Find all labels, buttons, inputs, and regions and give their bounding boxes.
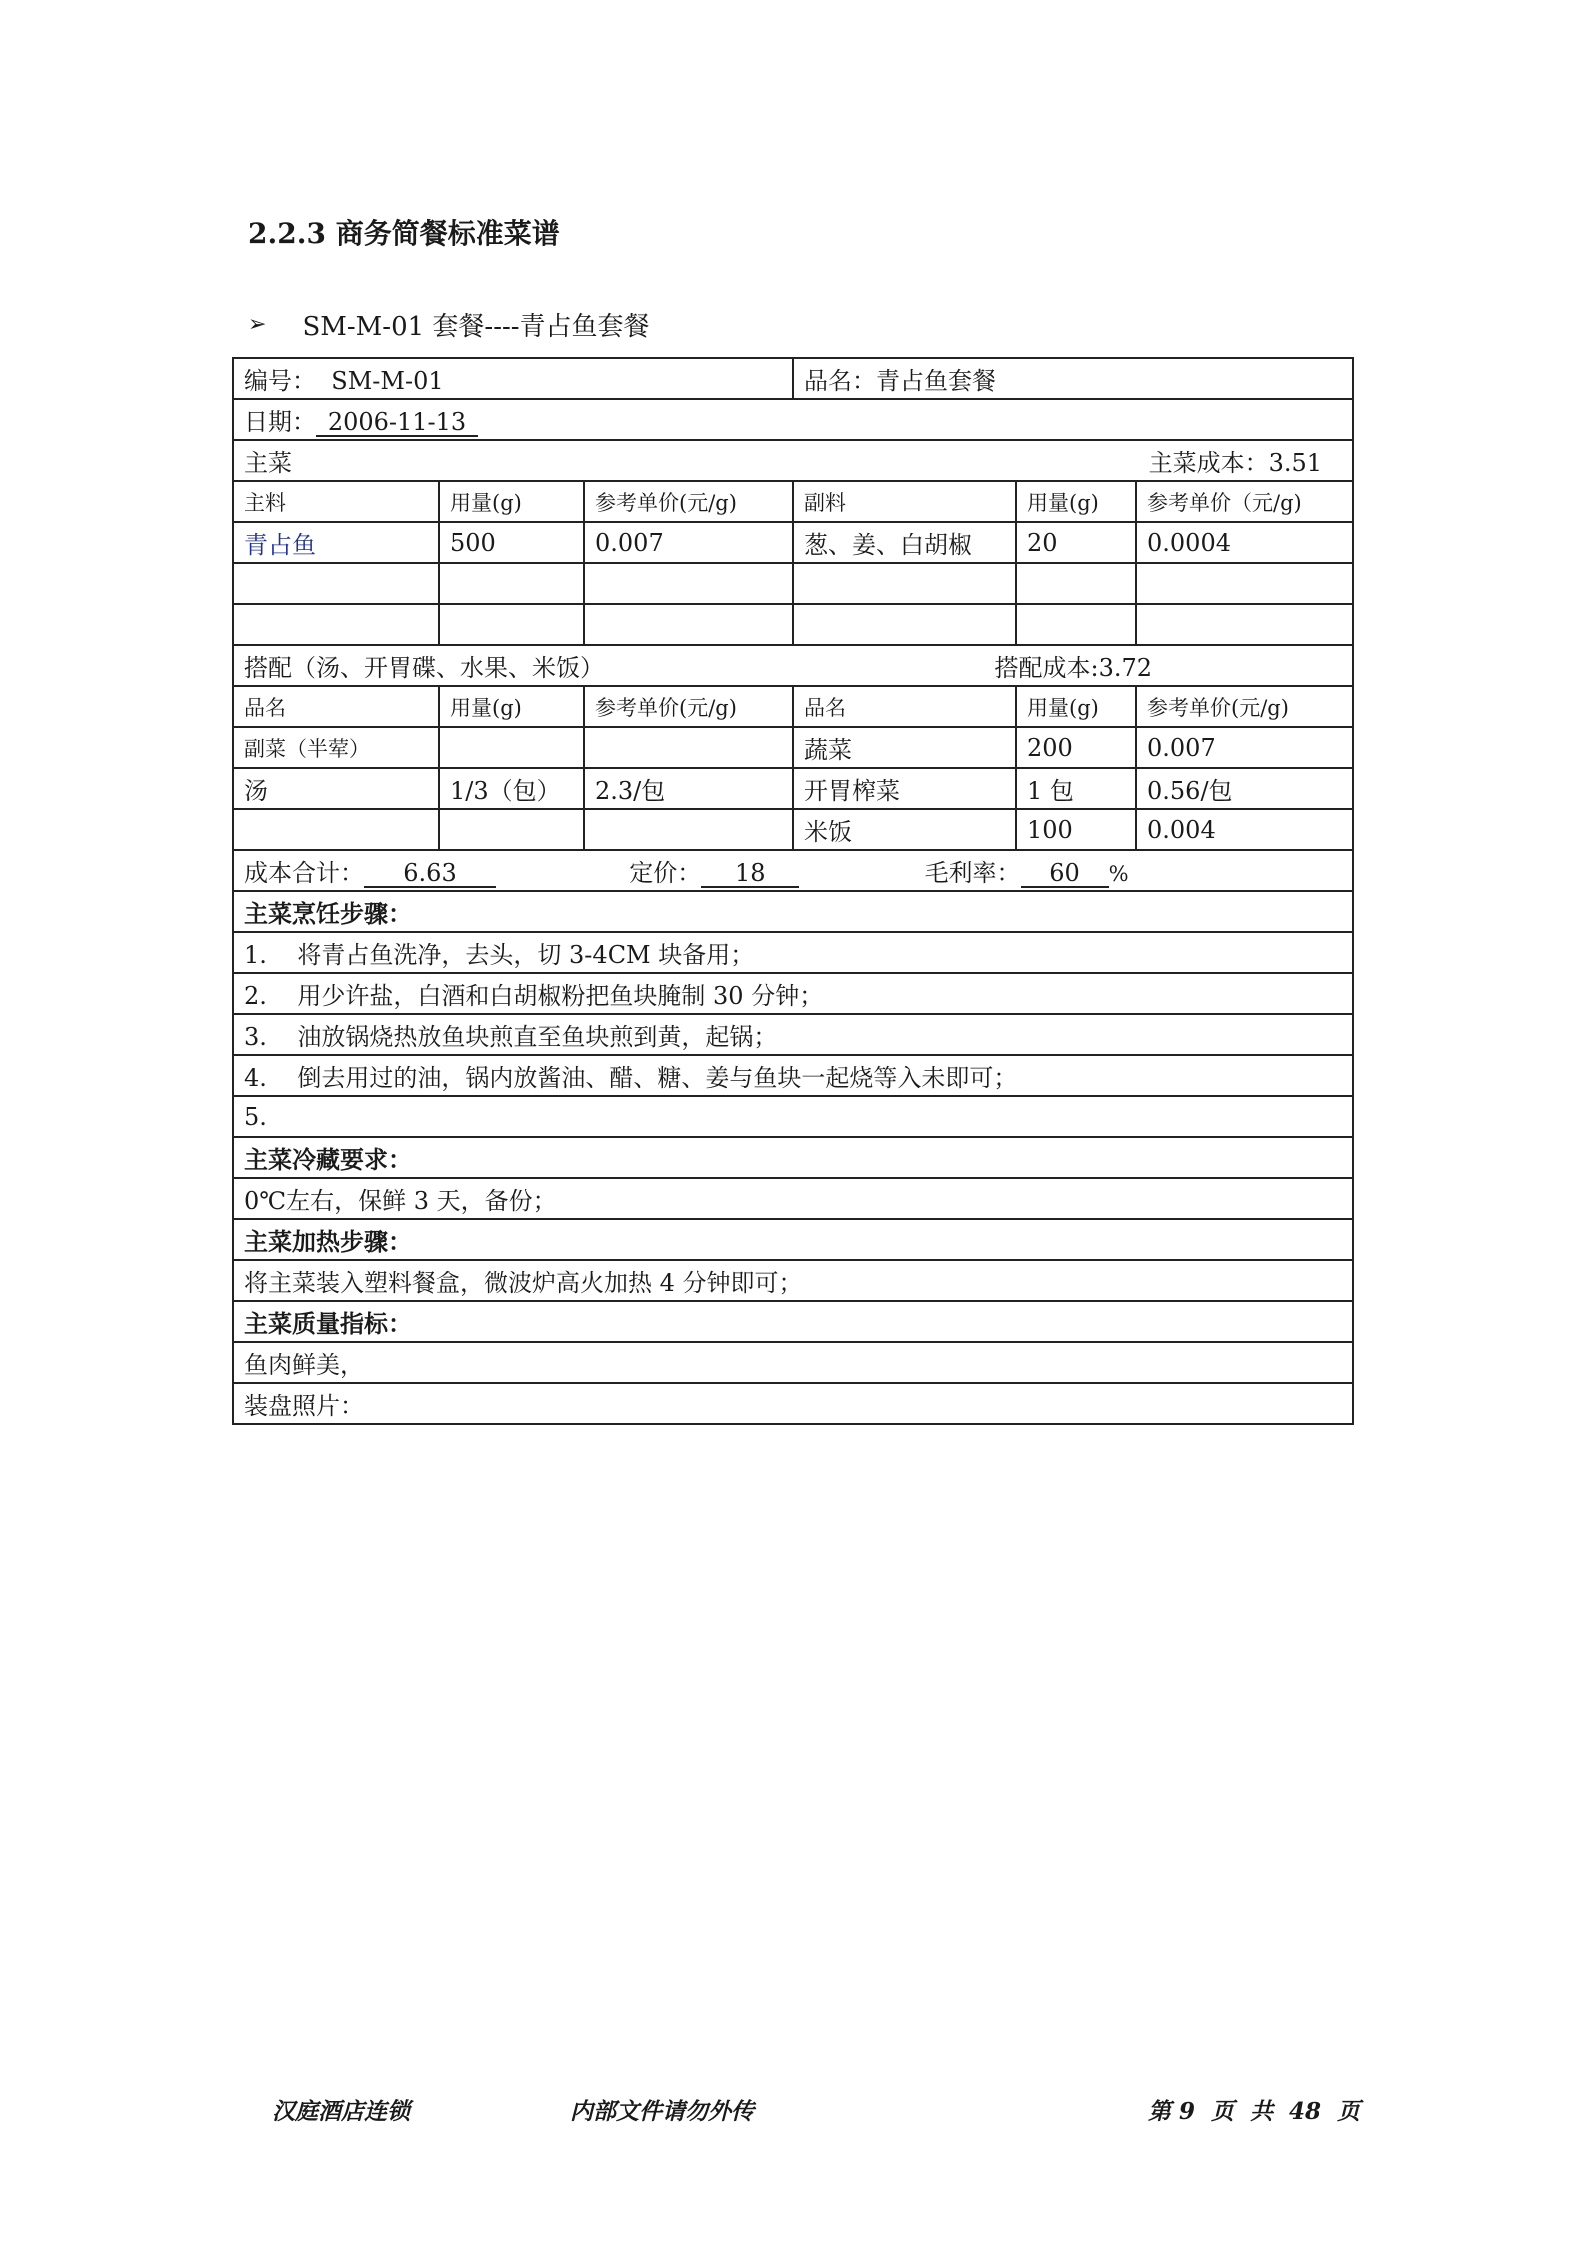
cooking-title-row [233, 891, 1353, 932]
footer-page-number: 第 9 页 共 48 页 [1148, 2098, 1361, 2125]
sub-title-text: SM-M-01 套餐----青占鱼套餐 [302, 312, 650, 342]
side-column-row [233, 686, 1353, 727]
date-value: 2006-11-13 [316, 409, 478, 437]
table-cell: 0.007 [1136, 727, 1353, 768]
name-value: 青占鱼套餐 [876, 367, 996, 395]
table-cell: 100 [1016, 809, 1136, 850]
table-cell [584, 604, 793, 645]
table-cell: 葱、姜、白胡椒 [793, 522, 1016, 563]
table-cell: 200 [1016, 727, 1136, 768]
totals-row [233, 850, 1353, 891]
table-cell [439, 604, 584, 645]
table-cell: 1 包 [1016, 768, 1136, 809]
photo-row [233, 1383, 1353, 1424]
table-cell: 0.56/包 [1136, 768, 1353, 809]
price-label: 定价： [629, 859, 702, 887]
table-cell [1016, 563, 1136, 604]
table-cell: 青占鱼 [233, 522, 439, 563]
table-row [233, 522, 1353, 563]
cooking-step: 3. 油放锅烧热放鱼块煎直至鱼块煎到黄，起锅； [233, 1014, 1353, 1055]
heating-text-row [233, 1260, 1353, 1301]
heating-title-row [233, 1219, 1353, 1260]
totals-cell [233, 850, 1353, 891]
table-cell [233, 809, 439, 850]
column-header: 用量(g) [439, 481, 584, 522]
table-cell: 2.3/包 [584, 768, 793, 809]
table-cell [233, 563, 439, 604]
column-header: 参考单价(元/g) [584, 686, 793, 727]
table-cell [439, 727, 584, 768]
table-cell [1016, 604, 1136, 645]
table-cell: 副菜（半荤） [233, 727, 439, 768]
cooking-step-row [233, 1055, 1353, 1096]
table-row [233, 563, 1353, 604]
main-dish-header-row [233, 440, 1353, 481]
storage-text: 0℃左右，保鲜 3 天，备份； [233, 1178, 1353, 1219]
main-dish-cost-label: 主菜成本： [1148, 449, 1269, 477]
side-label: 搭配（汤、开胃碟、水果、米饭） [244, 654, 604, 682]
quality-title-row [233, 1301, 1353, 1342]
name-label: 品名： [804, 367, 876, 395]
arrow-bullet-icon: ➢ [248, 312, 267, 337]
cooking-step: 4. 倒去用过的油，锅内放酱油、醋、糖、姜与鱼块一起烧等入未即可； [233, 1055, 1353, 1096]
table-cell: 蔬菜 [793, 727, 1016, 768]
table-cell [1136, 563, 1353, 604]
table-cell [584, 727, 793, 768]
column-header: 参考单价（元/g) [1136, 481, 1353, 522]
column-header: 用量(g) [439, 686, 584, 727]
table-cell [233, 604, 439, 645]
margin-label: 毛利率： [924, 859, 1021, 887]
table-cell: 汤 [233, 768, 439, 809]
column-header: 用量(g) [1016, 686, 1136, 727]
table-cell: 0.0004 [1136, 522, 1353, 563]
footer-notice: 内部文件请勿外传 [570, 2098, 754, 2125]
table-cell: 1/3（包） [439, 768, 584, 809]
storage-title-row [233, 1137, 1353, 1178]
table-cell [793, 563, 1016, 604]
margin-unit: % [1108, 862, 1129, 886]
heating-title: 主菜加热步骤： [233, 1219, 1353, 1260]
quality-title: 主菜质量指标： [233, 1301, 1353, 1342]
main-dish-column-row [233, 481, 1353, 522]
photo-label: 装盘照片： [233, 1383, 1353, 1424]
footer-company: 汉庭酒店连锁 [272, 2098, 410, 2125]
code-cell [233, 358, 793, 399]
code-value: SM-M-01 [331, 367, 444, 395]
table-cell: 0.004 [1136, 809, 1353, 850]
date-label: 日期： [244, 408, 316, 436]
side-cost-value: 3.72 [1098, 654, 1153, 682]
quality-text: 鱼肉鲜美， [233, 1342, 1353, 1383]
cooking-step: 5. [233, 1096, 1353, 1137]
date-cell [233, 399, 1353, 440]
heating-text: 将主菜装入塑料餐盒，微波炉高火加热 4 分钟即可； [233, 1260, 1353, 1301]
column-header: 用量(g) [1016, 481, 1136, 522]
section-title: 2.2.3 商务简餐标准菜谱 [248, 217, 560, 250]
column-header: 副料 [793, 481, 1016, 522]
table-row [233, 809, 1353, 850]
table-cell [1136, 604, 1353, 645]
header-row-date [233, 399, 1353, 440]
table-cell [584, 563, 793, 604]
total-cost-value: 6.63 [364, 860, 496, 888]
side-header-cell [233, 645, 1353, 686]
main-dish-label: 主菜 [244, 449, 292, 477]
column-header: 品名 [233, 686, 439, 727]
sub-title [248, 306, 650, 343]
header-row-code [233, 358, 1353, 399]
column-header: 品名 [793, 686, 1016, 727]
quality-text-row [233, 1342, 1353, 1383]
table-cell [793, 604, 1016, 645]
table-cell: 20 [1016, 522, 1136, 563]
cooking-step-row [233, 932, 1353, 973]
cooking-step-row [233, 1014, 1353, 1055]
column-header: 主料 [233, 481, 439, 522]
table-row [233, 604, 1353, 645]
total-cost-label: 成本合计： [244, 859, 364, 887]
table-cell: 开胃榨菜 [793, 768, 1016, 809]
table-cell: 0.007 [584, 522, 793, 563]
storage-text-row [233, 1178, 1353, 1219]
margin-value: 60 [1021, 860, 1109, 888]
storage-title: 主菜冷藏要求： [233, 1137, 1353, 1178]
side-cost-label: 搭配成本: [994, 654, 1099, 682]
cooking-title: 主菜烹饪步骤： [233, 891, 1353, 932]
cooking-step-row [233, 1096, 1353, 1137]
column-header: 参考单价(元/g) [584, 481, 793, 522]
table-cell [584, 809, 793, 850]
table-cell [439, 563, 584, 604]
table-cell [439, 809, 584, 850]
table-row [233, 727, 1353, 768]
main-dish-cost-value: 3.51 [1268, 449, 1323, 477]
cooking-step: 2. 用少许盐，白酒和白胡椒粉把鱼块腌制 30 分钟； [233, 973, 1353, 1014]
table-cell: 500 [439, 522, 584, 563]
side-header-row [233, 645, 1353, 686]
cooking-step-row [233, 973, 1353, 1014]
price-value: 18 [701, 860, 799, 888]
name-cell [793, 358, 1353, 399]
code-label: 编号： [244, 367, 316, 395]
column-header: 参考单价(元/g) [1136, 686, 1353, 727]
cooking-step: 1. 将青占鱼洗净，去头，切 3-4CM 块备用； [233, 932, 1353, 973]
recipe-table [232, 357, 1354, 1425]
main-dish-header-cell [233, 440, 1353, 481]
table-row [233, 768, 1353, 809]
table-cell: 米饭 [793, 809, 1016, 850]
